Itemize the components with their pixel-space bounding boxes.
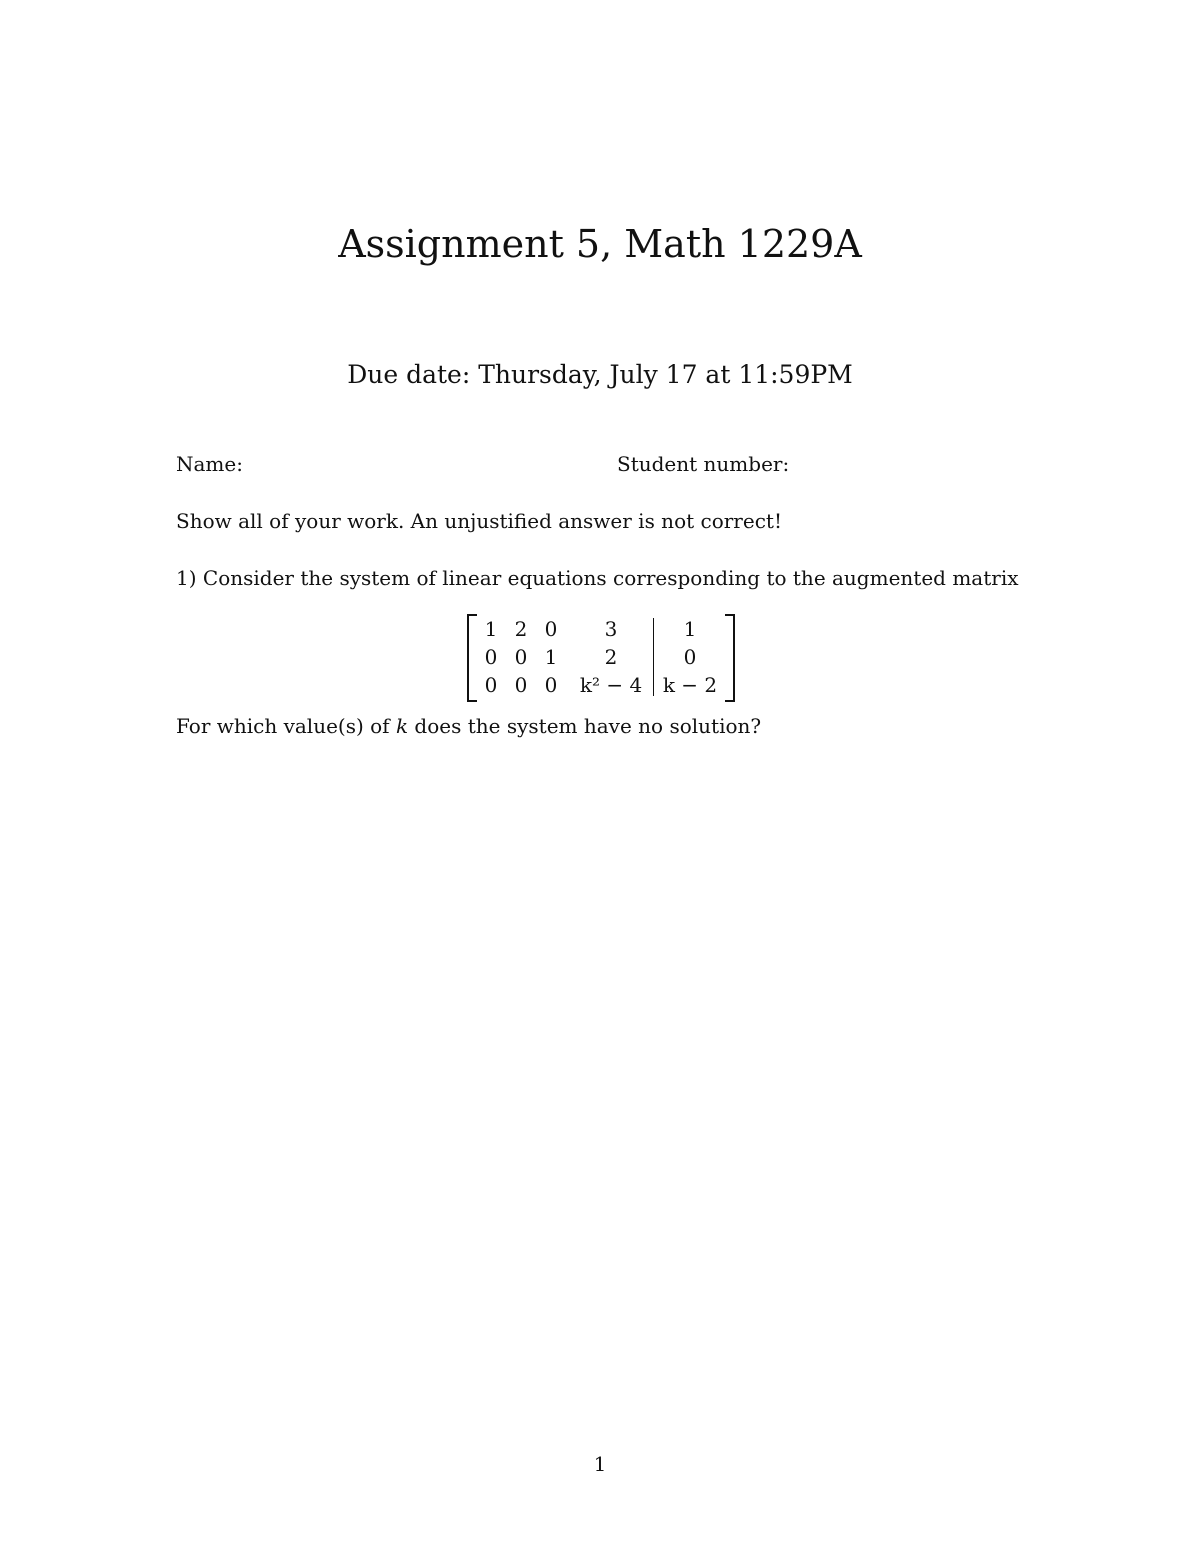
followup-text-before: For which value(s) of bbox=[176, 714, 396, 738]
matrix-augment-divider bbox=[653, 618, 654, 696]
name-label: Name: bbox=[176, 452, 243, 476]
followup-text-after: does the system have no solution? bbox=[408, 714, 762, 738]
matrix-cell: 2 bbox=[514, 617, 528, 641]
matrix-cell: 1 bbox=[683, 617, 697, 641]
matrix-cell: 3 bbox=[604, 617, 618, 641]
matrix-cell: 2 bbox=[604, 645, 618, 669]
instructions-text: Show all of your work. An unjustified answer is not correct! bbox=[176, 509, 782, 533]
matrix-cell: 0 bbox=[544, 673, 558, 697]
matrix-cell: 0 bbox=[544, 617, 558, 641]
question-1-text: 1) Consider the system of linear equations corresponding to the augmented matrix bbox=[176, 566, 1019, 590]
matrix-cell: 0 bbox=[484, 645, 498, 669]
matrix-cell: 0 bbox=[484, 673, 498, 697]
matrix-cell: 0 bbox=[514, 645, 528, 669]
page-number: 1 bbox=[593, 1452, 607, 1476]
due-date: Due date: Thursday, July 17 at 11:59PM bbox=[347, 360, 853, 389]
variable-k: k bbox=[395, 714, 409, 738]
followup-question bbox=[176, 714, 761, 738]
matrix-right-bracket bbox=[725, 614, 735, 702]
matrix-cell: 0 bbox=[514, 673, 528, 697]
matrix-left-bracket bbox=[467, 614, 477, 702]
matrix-cell: 1 bbox=[484, 617, 498, 641]
matrix-cell: 0 bbox=[683, 645, 697, 669]
matrix-cell: k² − 4 bbox=[579, 673, 643, 697]
page-title: Assignment 5, Math 1229A bbox=[338, 222, 862, 266]
student-number-label: Student number: bbox=[617, 452, 790, 476]
matrix-cell: 1 bbox=[544, 645, 558, 669]
matrix-cell: k − 2 bbox=[662, 673, 718, 697]
augmented-matrix bbox=[467, 614, 735, 700]
